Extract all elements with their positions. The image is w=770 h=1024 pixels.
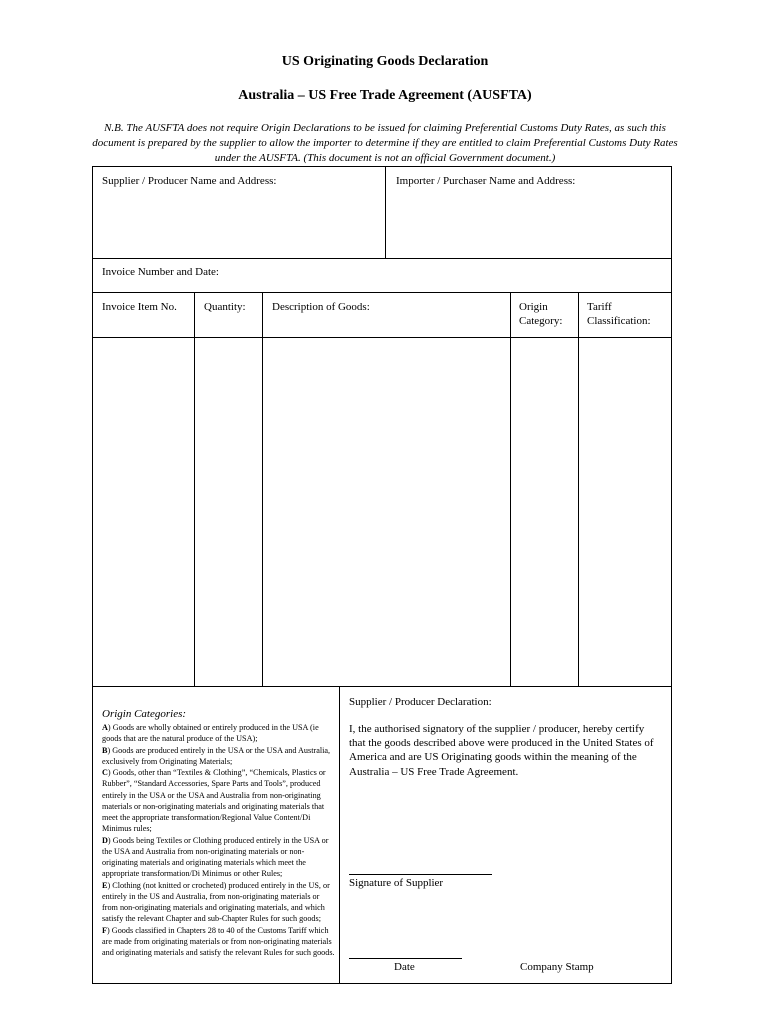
divider [92,258,672,259]
origin-categories-list [102,707,336,958]
supplier-address-field[interactable]: Supplier / Producer Name and Address: [102,175,277,187]
disclaimer-note: N.B. The AUSFTA does not require Origin Declarations to be issued for claiming Preferential Customs Duty Rates, as such this document is prepared by the supplier to allow the importer to determine if they are entitled to claim Preferential Customs Duty Rates under the AUSFTA. (This document is not an official Government document.) [92,122,678,164]
document-title: US Originating Goods Declaration [281,54,489,69]
signature-label: Signature of Supplier [349,877,444,889]
declaration-statement: I, the authorised signatory of the supplier / producer, hereby certify that the goods described above were produced in the United States of America and are US Originating goods within the meaning of the Australia – US Free Trade Agreement. [349,723,654,778]
tariff-entry-area[interactable] [579,338,671,686]
origin-category-item: F) Goods classified in Chapters 28 to 40 of the Customs Tariff which are made from originating materials or from non-originating materials and originating materials and satisfy the relevant Rules for such goods. [102,925,335,957]
item-no-entry-area[interactable] [93,338,194,686]
date-label: Date [394,961,415,973]
importer-address-field[interactable]: Importer / Purchaser Name and Address: [396,175,576,187]
divider [92,686,672,687]
divider [339,686,340,984]
description-entry-area[interactable] [263,338,510,686]
origin-category-item: A) Goods are wholly obtained or entirely produced in the USA (ie goods that are the natural produce of the USA); [102,723,319,744]
column-header-description: Description of Goods: [272,301,370,313]
column-header-item-no: Invoice Item No. [102,301,177,313]
company-stamp-label: Company Stamp [520,961,594,973]
document-subtitle: Australia – US Free Trade Agreement (AUSFTA) [238,88,532,103]
origin-category-entry-area[interactable] [511,338,578,686]
divider [92,292,672,293]
column-header-tariff: Tariff Classification: [587,301,651,327]
declaration-heading: Supplier / Producer Declaration: [349,696,492,708]
invoice-number-field[interactable]: Invoice Number and Date: [102,266,219,278]
origin-category-item: E) Clothing (not knitted or crocheted) produced entirely in the US, or entirely in the US and Australia, from non-originating materials or from non-originating materials and originating materials, and which satisfy the relevant Chapter and sub-Chapter Rules for such goods; [102,880,330,924]
column-header-origin-category: Origin Category: [519,301,563,327]
origin-category-item: D) Goods being Textiles or Clothing produced entirely in the USA or the USA and Australia from non-originating materials or non-originating materials and originating materials which meet the appropriate transformation/Di Minimus or other Rules; [102,835,329,879]
date-line[interactable] [349,958,462,959]
origin-categories-heading: Origin Categories: [102,708,187,720]
signature-line[interactable] [349,874,492,875]
origin-category-item: C) Goods, other than “Textiles & Clothing”, “Chemicals, Plastics or Rubber”, “Standard Accessories, Spare Parts and Tools”, produced entirely in the USA or the USA and Australia from non-originating materials or non-originating materials and originating materials that meet the appropriate transformation/Regional Value Content/Di Minimus rules; [102,768,326,834]
origin-category-item: B) Goods are produced entirely in the USA or the USA and Australia, exclusively from Originating Materials; [102,745,331,766]
column-header-quantity: Quantity: [204,301,246,313]
quantity-entry-area[interactable] [195,338,262,686]
divider [385,166,386,258]
